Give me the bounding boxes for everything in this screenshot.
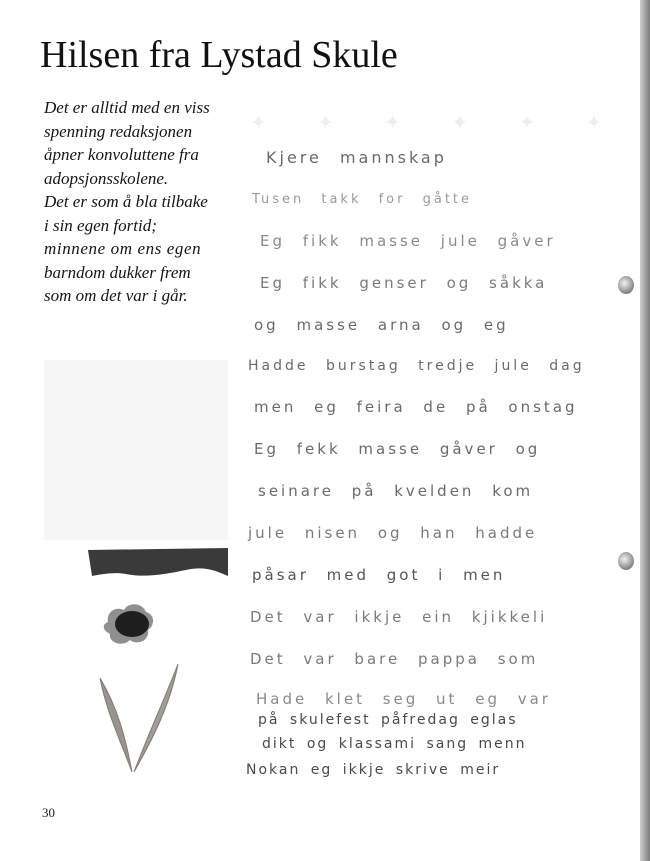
letter-line: Nokan eg ikkje skrive meir: [246, 762, 501, 778]
letter-line: Hadde burstag tredje jule dag: [248, 358, 585, 374]
letter-line: Eg fikk genser og såkka: [260, 274, 548, 292]
leaf-left: [100, 678, 132, 772]
page-edge-shadow: [640, 0, 650, 861]
letter-line: Det var ikkje ein kjikkeli: [250, 608, 548, 626]
letter-line: Eg fekk masse gåver og: [254, 440, 541, 458]
faint-background-pattern: ✦ ✦ ✦ ✦ ✦ ✦: [250, 110, 625, 134]
faint-background-drawing: [44, 360, 228, 540]
letter-line: Hade klet seg ut eg var: [256, 690, 551, 708]
intro-line: Det er alltid med en viss: [44, 98, 210, 117]
intro-line: adopsjonsskolene.: [44, 168, 169, 188]
letter-line: seinare på kvelden kom: [258, 482, 534, 500]
dark-banner-shape: [88, 548, 228, 576]
page-title: Hilsen fra Lystad Skule: [40, 34, 398, 76]
intro-line: barndom dukker frem: [44, 262, 191, 282]
intro-line: åpner konvoluttene fra: [44, 145, 199, 164]
intro-line: spenning redaksjonen: [44, 121, 193, 141]
intro-paragraph: [44, 96, 244, 308]
letter-line: men eg feira de på onstag: [254, 398, 578, 416]
intro-line: minnene om ens egen: [44, 239, 202, 258]
intro-line: Det er som å bla tilbake: [44, 192, 208, 211]
letter-line: og masse arna og eg: [254, 316, 509, 334]
binder-hole-icon: [618, 276, 634, 294]
page-number: 30: [42, 805, 55, 820]
letter-line: dikt og klassami sang menn: [262, 736, 527, 752]
intro-line: i sin egen fortid;: [44, 215, 157, 235]
leaf-right: [134, 664, 178, 772]
letter-line: på skulefest påfredag eglas: [258, 712, 518, 728]
letter-line: Eg fikk masse jule gåver: [260, 232, 556, 250]
letter-line: Tusen takk for gåtte: [252, 192, 473, 207]
letter-line: påsar med got i men: [252, 566, 506, 584]
letter-line: jule nisen og han hadde: [248, 524, 538, 542]
binder-hole-icon: [618, 552, 634, 570]
intro-line: som om det var i går.: [44, 286, 188, 305]
childs-drawing-icon: [86, 540, 236, 780]
letter-line: Kjere mannskap: [266, 148, 447, 167]
letter-line: Det var bare pappa som: [250, 650, 539, 668]
flower-center: [115, 611, 149, 637]
